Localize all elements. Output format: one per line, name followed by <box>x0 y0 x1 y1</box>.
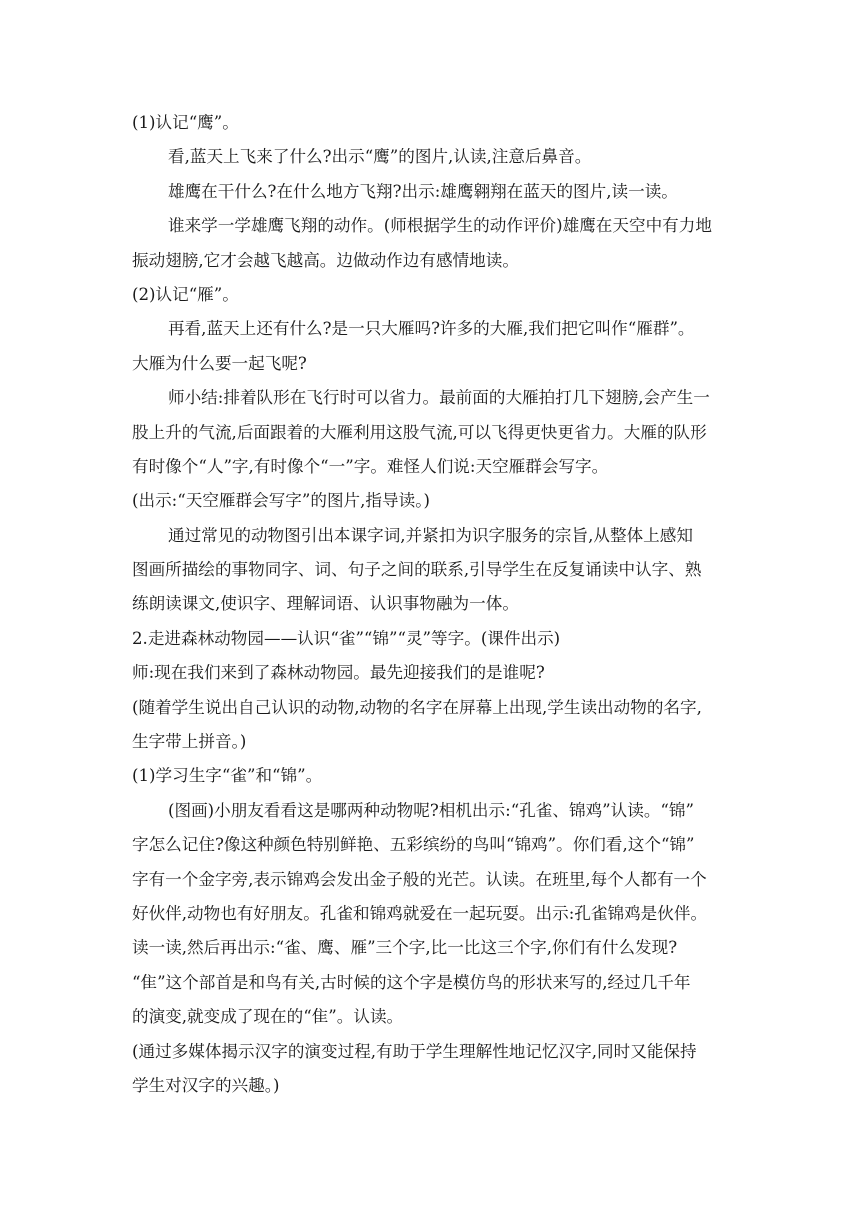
text-line: 图画所描绘的事物同字、词、句子之间的联系,引导学生在反复诵读中认字、熟 <box>132 560 702 580</box>
text-line: 好伙伴,动物也有好朋友。孔雀和锦鸡就爱在一起玩耍。出示:孔雀锦鸡是伙伴。 <box>132 903 708 923</box>
text-line: 大雁为什么要一起飞呢? <box>132 353 307 373</box>
text-line: 的演变,就变成了现在的“隹”。认读。 <box>132 1007 404 1027</box>
text-line: 雄鹰在干什么?在什么地方飞翔?出示:雄鹰翱翔在蓝天的图片,读一读。 <box>168 181 678 201</box>
text-line: 学生对汉字的兴趣。) <box>132 1075 280 1095</box>
text-line: 字有一个金字旁,表示锦鸡会发出金子般的光芒。认读。在班里,每个人都有一个 <box>132 869 707 889</box>
section-heading: 2.走进森林动物园——认识“雀”“锦”“灵”等字。(课件出示) <box>132 628 561 648</box>
text-line: 股上升的气流,后面跟着的大雁利用这股气流,可以飞得更快更省力。大雁的队形 <box>132 422 707 442</box>
text-line: (随着学生说出自己认识的动物,动物的名字在屏幕上出现,学生读出动物的名字, <box>132 697 702 717</box>
text-line: 振动翅膀,它才会越飞越高。边做动作边有感情地读。 <box>132 250 519 270</box>
text-line: 通过常见的动物图引出本课字词,并紧扣为识字服务的宗旨,从整体上感知 <box>168 525 693 545</box>
text-line: (1)认记“鹰”。 <box>132 113 239 132</box>
text-line: 再看,蓝天上还有什么?是一只大雁吗?许多的大雁,我们把它叫作“雁群”。 <box>168 319 695 339</box>
text-line: “隹”这个部首是和鸟有关,古时候的这个字是模仿鸟的形状来写的,经过几千年 <box>132 972 691 992</box>
text-line: 有时像个“人”字,有时像个“一”字。难怪人们说:天空雁群会写字。 <box>132 456 609 476</box>
text-line: 看,蓝天上飞来了什么?出示“鹰”的图片,认读,注意后鼻音。 <box>168 147 592 167</box>
text-line: 读一读,然后再出示:“雀、鹰、雁”三个字,比一比这三个字,你们有什么发现? <box>132 938 678 958</box>
text-line: (1)学习生字“雀”和“锦”。 <box>132 766 323 786</box>
text-line: 师小结:排着队形在飞行时可以省力。最前面的大雁拍打几下翅膀,会产生一 <box>168 388 710 408</box>
text-line: 师:现在我们来到了森林动物园。最先迎接我们的是谁呢? <box>132 663 545 683</box>
text-line: (通过多媒体揭示汉字的演变过程,有助于学生理解性地记忆汉字,同时又能保持 <box>132 1041 697 1061</box>
text-line: (出示:“天空雁群会写字”的图片,指导读。) <box>132 491 430 511</box>
text-line: (2)认记“雁”。 <box>132 284 239 304</box>
text-line: (图画)小朋友看看这是哪两种动物呢?相机出示:“孔雀、锦鸡”认读。“锦” <box>168 800 694 820</box>
document-page <box>132 106 736 1103</box>
text-line: 字怎么记住?像这种颜色特别鲜艳、五彩缤纷的鸟叫“锦鸡”。你们看,这个“锦” <box>132 835 695 855</box>
text-line: 谁来学一学雄鹰飞翔的动作。(师根据学生的动作评价)雄鹰在天空中有力地 <box>168 216 712 236</box>
text-line: 练朗读课文,使识字、理解词语、认识事物融为一体。 <box>132 594 519 614</box>
text-line: 生字带上拼音。) <box>132 732 247 752</box>
